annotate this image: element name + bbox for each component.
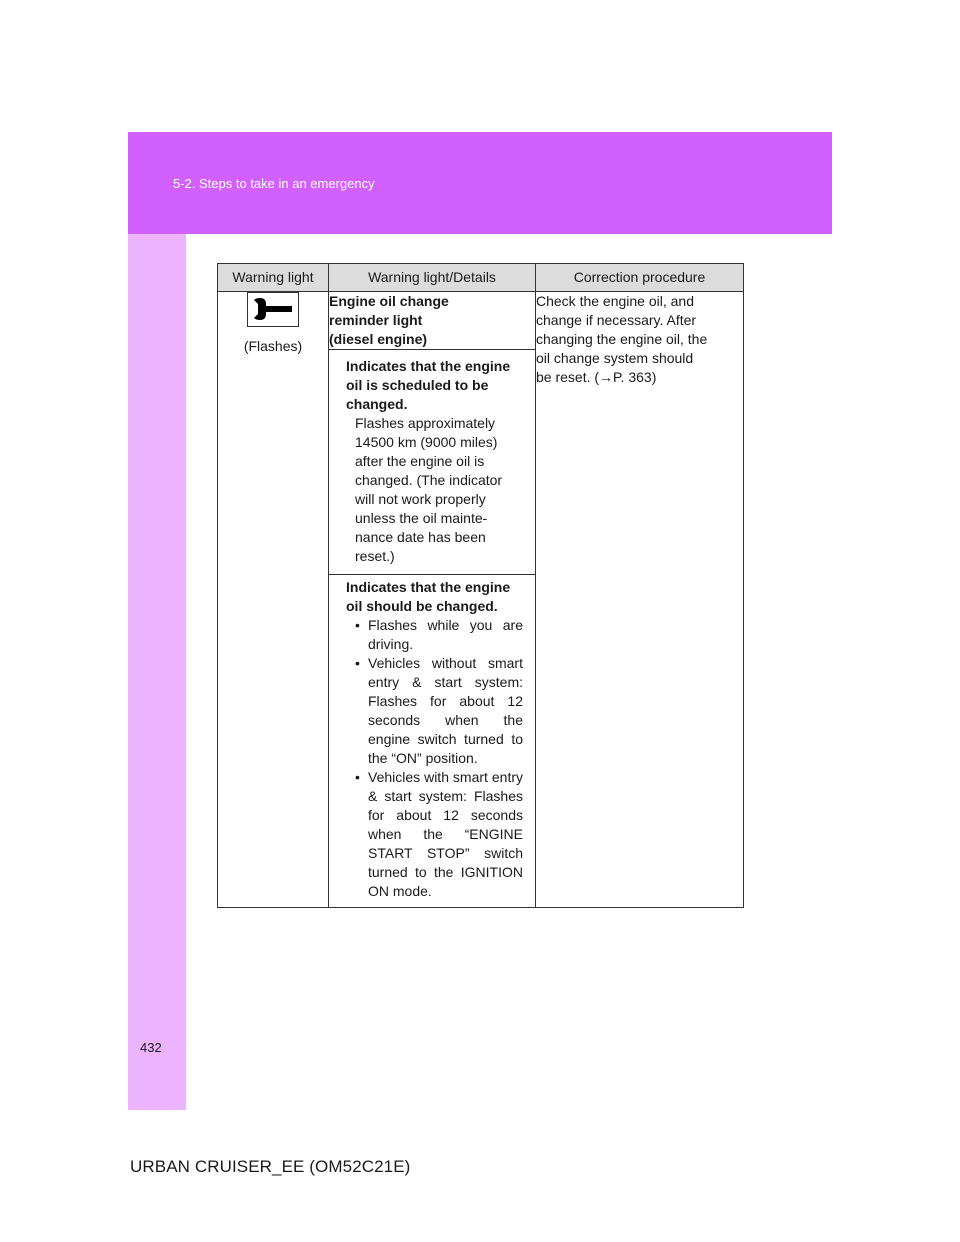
scheduled-heading-line: changed. bbox=[346, 396, 408, 412]
warning-light-cell bbox=[218, 292, 329, 908]
page-number: 432 bbox=[140, 1040, 162, 1055]
scheduled-heading-line: oil is scheduled to be bbox=[346, 377, 489, 393]
column-header-warning-light: Warning light bbox=[218, 264, 329, 292]
scheduled-detail-line: 14500 km (9000 miles) bbox=[355, 434, 498, 450]
column-header-details: Warning light/Details bbox=[329, 264, 536, 292]
warning-light-table bbox=[217, 263, 744, 908]
wrench-icon bbox=[247, 292, 299, 327]
scheduled-detail-line: will not work properly bbox=[355, 491, 486, 507]
correction-line: change if necessary. After bbox=[536, 312, 697, 328]
condition-list bbox=[346, 616, 523, 901]
light-title-line: Engine oil change bbox=[329, 293, 449, 309]
light-title-cell bbox=[329, 292, 536, 350]
scheduled-detail-line: after the engine oil is bbox=[355, 453, 485, 469]
table-row bbox=[218, 292, 744, 350]
scheduled-detail-line: unless the oil mainte- bbox=[355, 510, 488, 526]
list-item: • Vehicles with smart entry & start system: Flashes for about 12 seconds when the “ENGINE START STOP” switch turned to the IGNITION ON mode. bbox=[346, 768, 523, 901]
scheduled-heading-line: Indicates that the engine bbox=[346, 358, 511, 374]
section-title: 5-2. Steps to take in an emergency bbox=[173, 176, 375, 191]
should-change-heading-line: oil should be changed. bbox=[346, 598, 498, 614]
should-change-cell bbox=[329, 575, 536, 908]
light-title-line: (diesel engine) bbox=[329, 331, 428, 347]
scheduled-detail-line: changed. (The indicator bbox=[355, 472, 503, 488]
side-strip bbox=[128, 234, 186, 1110]
correction-line: oil change system should bbox=[536, 350, 694, 366]
table-header-row bbox=[218, 264, 744, 292]
icon-caption: (Flashes) bbox=[243, 338, 303, 354]
correction-line: Check the engine oil, and bbox=[536, 293, 694, 309]
scheduled-change-cell bbox=[329, 350, 536, 575]
should-change-heading-line: Indicates that the engine bbox=[346, 579, 511, 595]
correction-cell bbox=[536, 292, 744, 908]
document-id: URBAN CRUISER_EE (OM52C21E) bbox=[130, 1157, 411, 1176]
column-header-correction: Correction procedure bbox=[536, 264, 744, 292]
scheduled-detail-line: reset.) bbox=[355, 548, 395, 564]
scheduled-detail-line: Flashes approximately bbox=[355, 415, 496, 431]
light-title-line: reminder light bbox=[329, 312, 423, 328]
scheduled-detail-line: nance date has been bbox=[355, 529, 486, 545]
correction-line: be reset. (→P. 363) bbox=[536, 369, 657, 385]
correction-line: changing the engine oil, the bbox=[536, 331, 708, 347]
list-item: • Vehicles without smart entry & start system: Flashes for about 12 seconds when the engine switch turned to the “ON” position. bbox=[346, 654, 523, 768]
list-item: • Flashes while you are driving. bbox=[346, 616, 523, 654]
